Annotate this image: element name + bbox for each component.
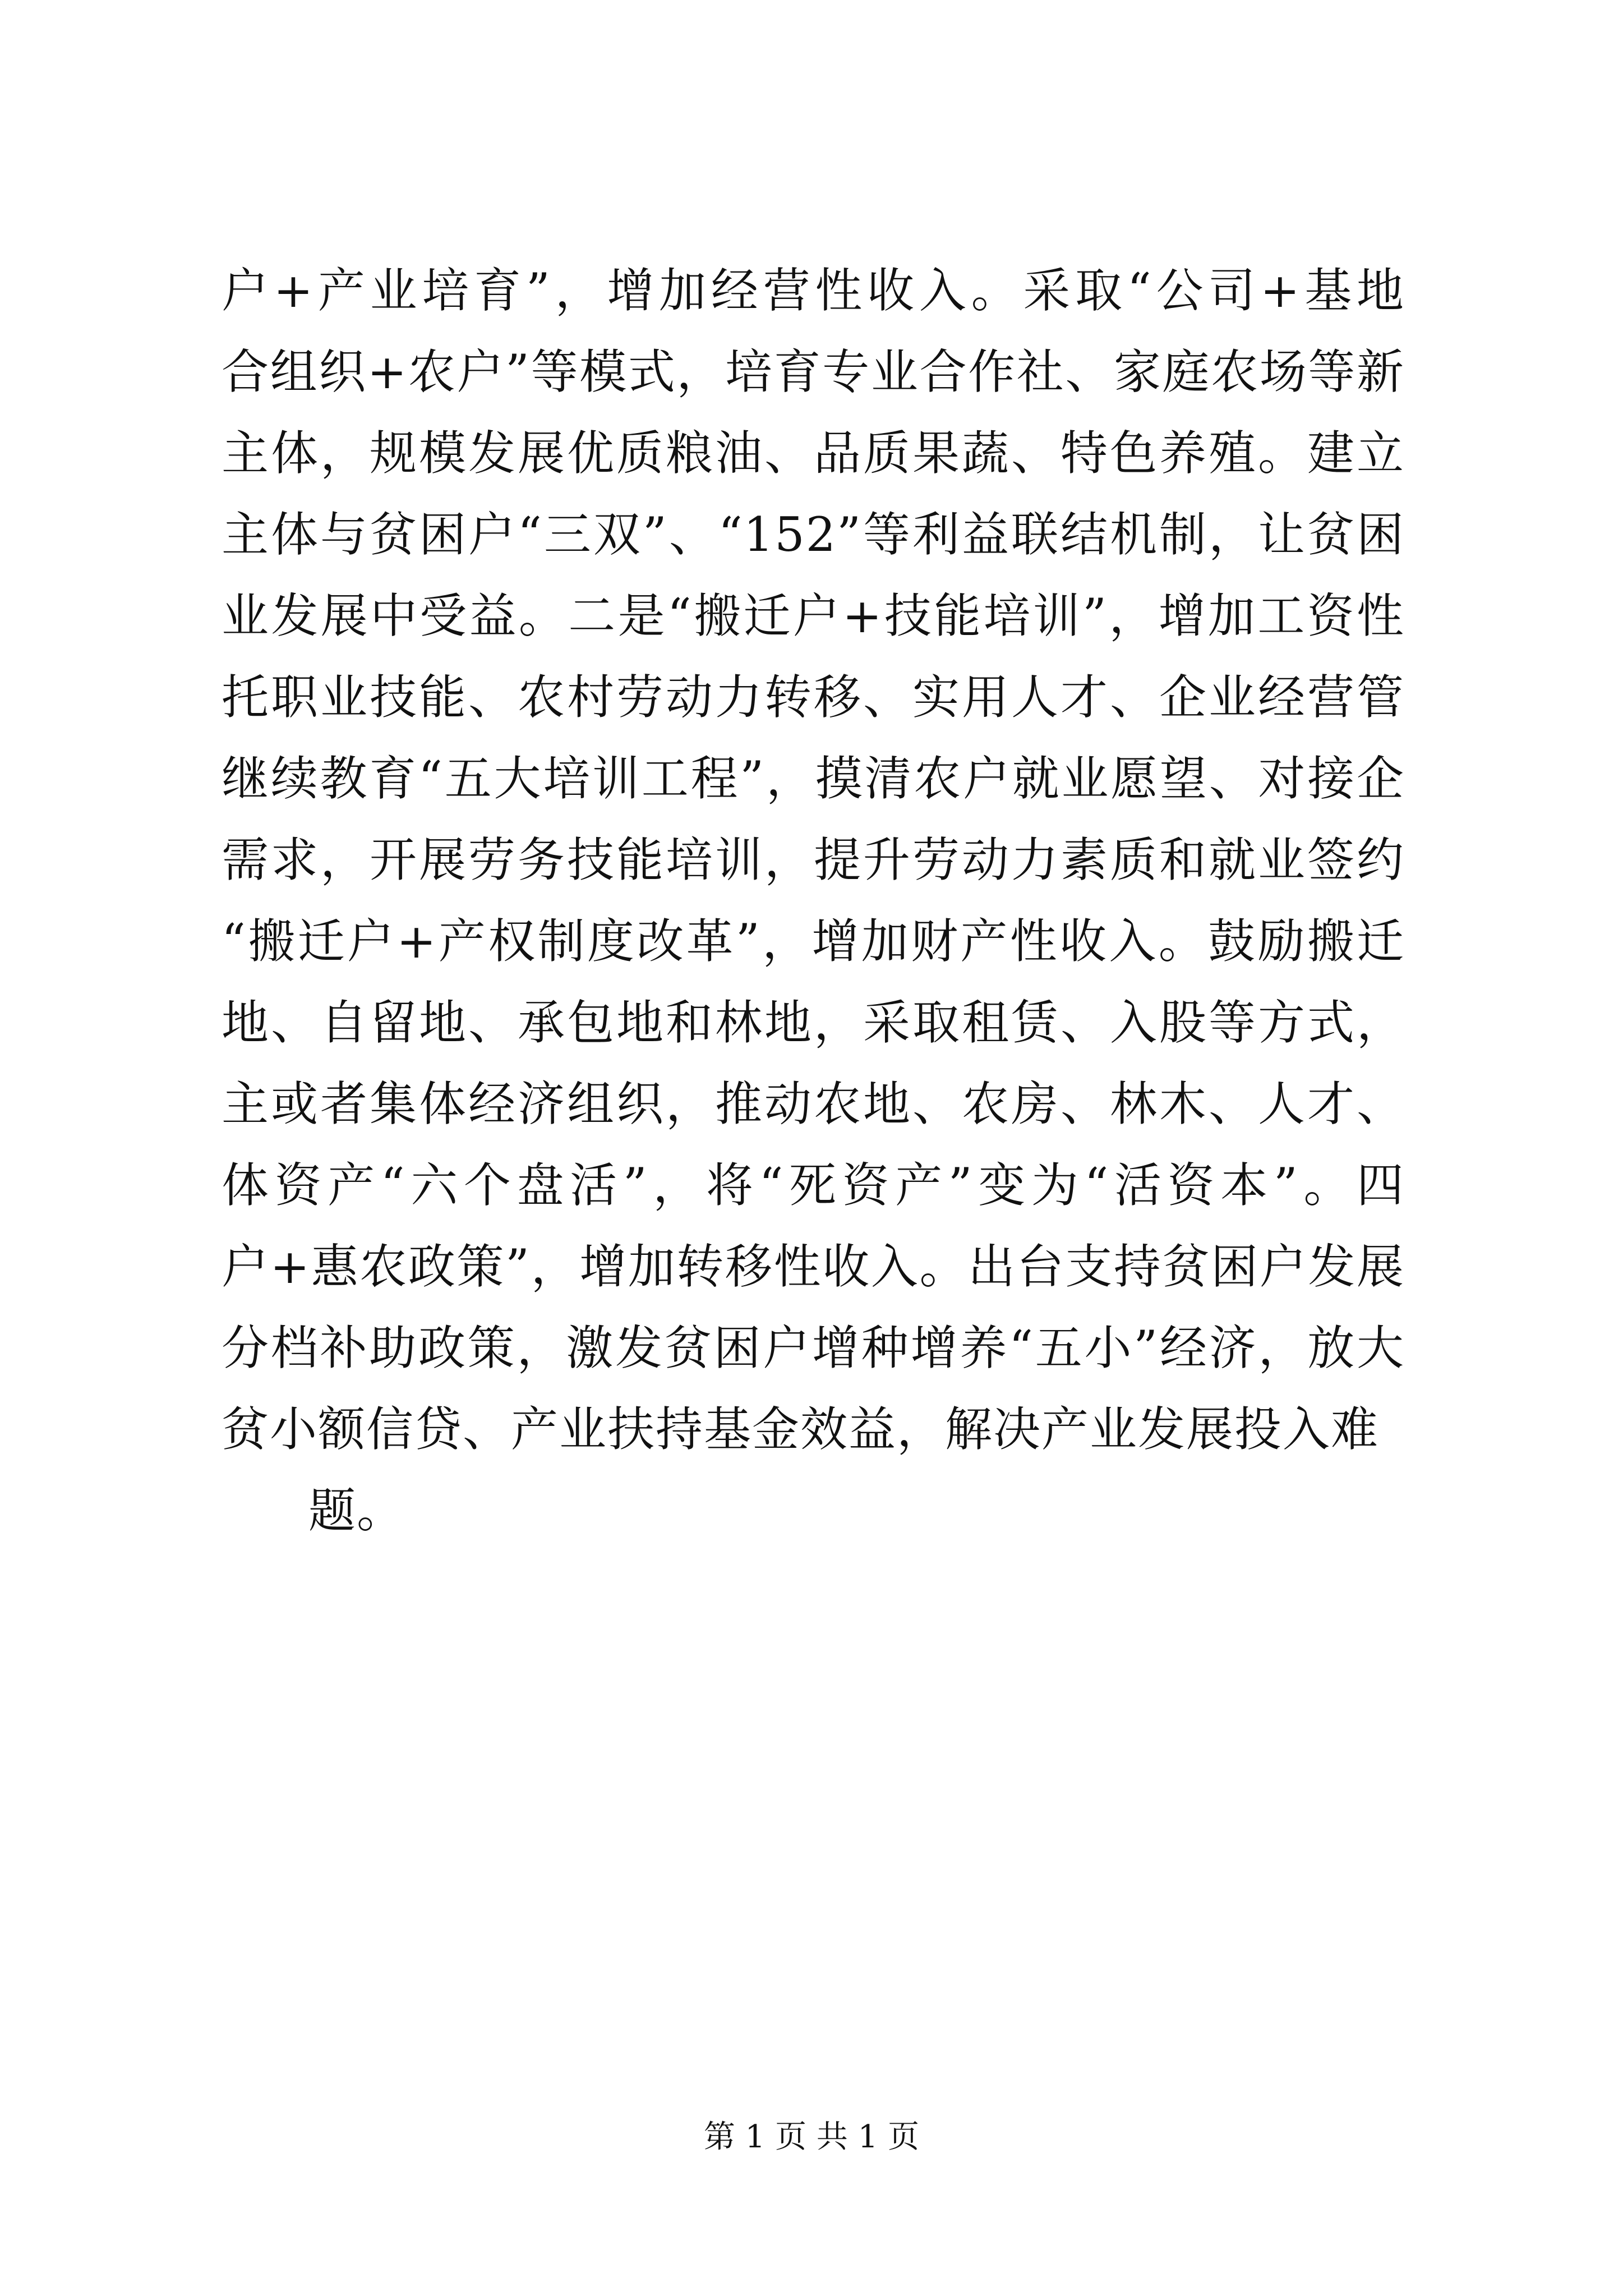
text-line: 户+产业培育”，增加经营性收入。采取“公司+基地 (222, 263, 1405, 318)
text-line: 分档补助政策，激发贫困户增种增养“五小”经济，放大 (222, 1320, 1405, 1375)
text-line: 继续教育“五大培训工程”，摸清农户就业愿望、对接企 (222, 751, 1405, 806)
text-line: 户+惠农政策”，增加转移性收入。出台支持贫困户发展 (222, 1239, 1405, 1294)
text-line: “搬迁户+产权制度改革”，增加财产性收入。鼓励搬迁 (222, 914, 1405, 969)
text-line: 主体与贫困户“三双”、“152”等利益联结机制，让贫困 (222, 507, 1405, 562)
text-line: 地、自留地、承包地和林地，采取租赁、入股等方式， (222, 995, 1405, 1050)
text-line: 贫小额信贷、产业扶持基金效益，解决产业发展投入难 (222, 1402, 1380, 1457)
body-text (222, 263, 1405, 1564)
text-line: 合组织+农户”等模式，培育专业合作社、家庭农场等新 (222, 344, 1405, 399)
text-line: 主体，规模发展优质粮油、品质果蔬、特色养殖。建立 (222, 426, 1405, 481)
text-line: 题。 (308, 1483, 405, 1538)
text-line: 体资产“六个盘活”，将“死资产”变为“活资本”。四 (222, 1158, 1405, 1213)
text-line: 业发展中受益。二是“搬迁户+技能培训”，增加工资性 (222, 588, 1405, 643)
text-line: 托职业技能、农村劳动力转移、实用人才、企业经营管 (222, 670, 1405, 725)
page-footer: 第 1 页 共 1 页 (703, 2119, 920, 2155)
text-line: 需求，开展劳务技能培训，提升劳动力素质和就业签约 (222, 832, 1405, 887)
text-line: 主或者集体经济组织，推动农地、农房、林木、人才、 (222, 1076, 1405, 1131)
